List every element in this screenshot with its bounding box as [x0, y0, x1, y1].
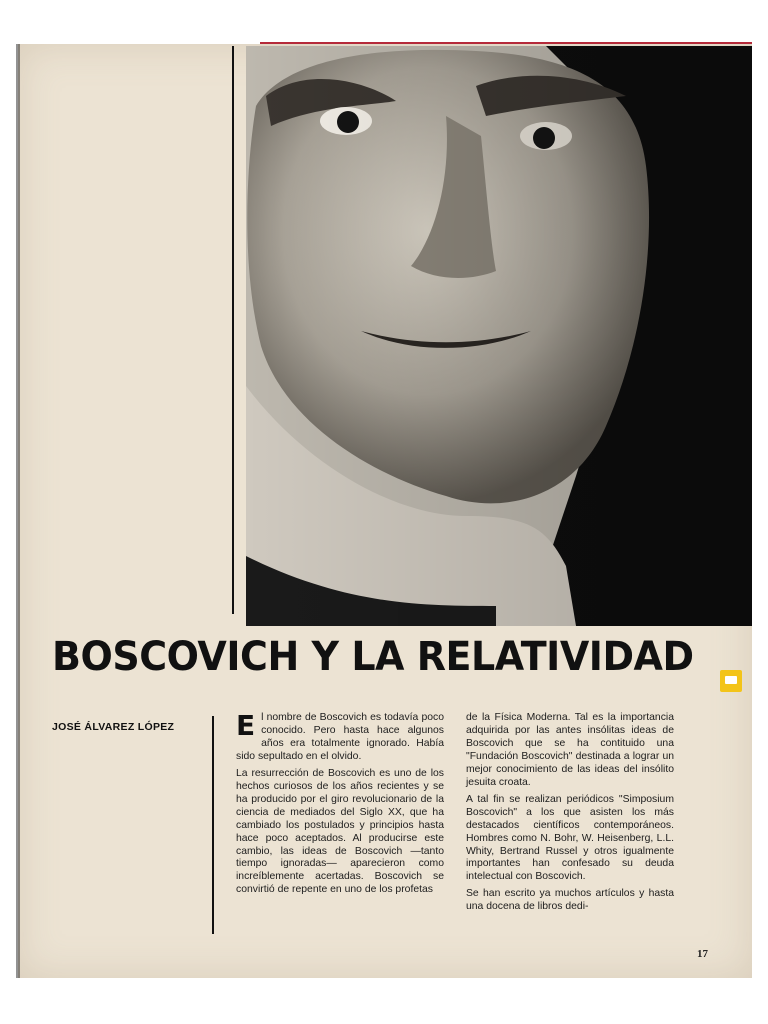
column-divider-line — [212, 716, 214, 934]
paragraph-text: l nombre de Boscovich es todavía poco conocido. Pero hasta hace algunos años era totalmente ignorado. Había sido sepultado en el olvido. — [236, 712, 444, 762]
paragraph: Se han escrito ya muchos artículos y hasta una docena de libros dedi- — [466, 888, 674, 913]
article-author: JOSÉ ÁLVAREZ LÓPEZ — [52, 721, 175, 733]
photo-divider-line — [232, 46, 234, 614]
page-number: 17 — [697, 948, 708, 960]
article-title: BOSCOVICH Y LA RELATIVIDAD — [52, 634, 694, 680]
portrait-photo — [246, 46, 752, 626]
chat-bubble-icon — [720, 670, 742, 692]
paragraph: La resurrección de Boscovich es uno de los hechos curiosos de los años recientes y se ha producido por el giro revolucionario de la ciencia de mediados del Siglo XX, que ha cambiado los postulados y principios hasta hace poco aceptados. Al producirse este cambio, las ideas de Boscovich —tanto tiempo ignoradas— aparecieron como increíblemente acertadas. Boscovich se convirtió de repente en uno de los profetas — [236, 767, 444, 896]
text-column-2 — [466, 712, 674, 918]
drop-cap: E — [236, 709, 256, 742]
paragraph: A tal fin se realizan periódicos "Simposium Boscovich" a los que asisten los más destacados científicos contemporáneos. Hombres como N. Bohr, W. Heisenberg, L.L. Whity, Bertrand Russel y otros igualmente importantes han confesado su deuda intelectual con Boscovich. — [466, 793, 674, 883]
text-column-1 — [236, 709, 444, 901]
paragraph — [236, 709, 444, 764]
boscovich-portrait-icon — [246, 46, 752, 626]
paragraph: de la Física Moderna. Tal es la importancia adquirida por las antes insólitas ideas de Boscovich que se ha contituido una "Fundación Boscovich" destinada a lograr un mejor conocimiento de las ideas del insólito jesuita croata. — [466, 712, 674, 788]
page-edge-shadow — [16, 44, 20, 978]
